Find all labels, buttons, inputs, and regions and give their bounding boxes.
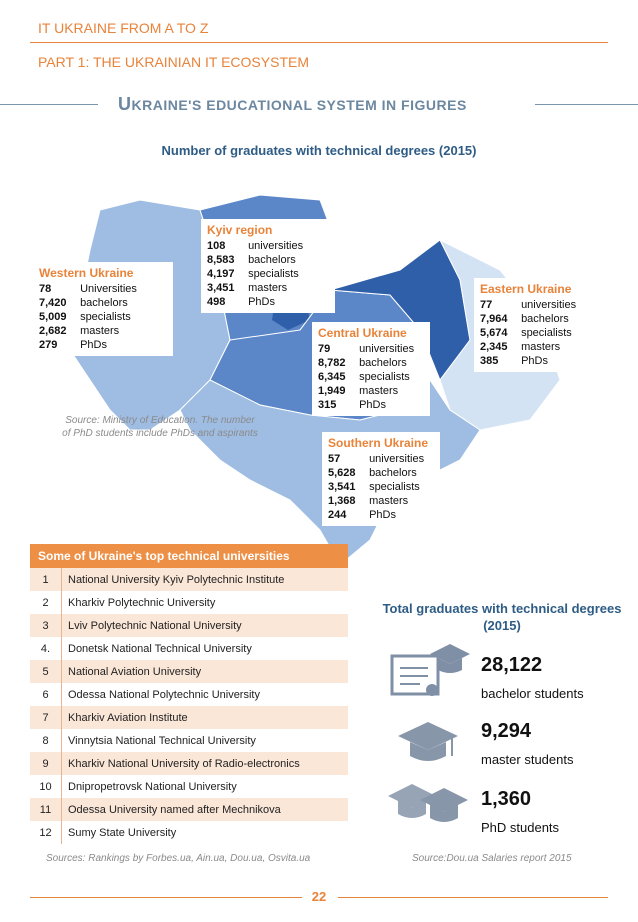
graduation-cap-icon [396,720,460,768]
table-row: 4. Donetsk National Technical University [30,637,348,660]
universities-rows [30,568,348,844]
region-card-western: Western Ukraine 78 Universities 7,420 bachelors 5,009 specialists 2,682 masters 279 PhDs [33,262,173,356]
map-source-note: Source: Ministry of Education. The number of PhD students include PhDs and aspirants [62,415,258,439]
table-row: 3 Lviv Polytechnic National University [30,614,348,637]
table-row: 1 National University Kyiv Polytechnic Institute [30,568,348,591]
doc-header-part: PART 1: THE UKRAINIAN IT ECOSYSTEM [38,54,309,70]
region-card-eastern: Eastern Ukraine 77 universities 7,964 bachelors 5,674 specialists 2,345 masters 385 PhDs [474,278,592,372]
title-rule-left [0,104,98,105]
page-number: 22 [311,889,327,904]
table-row: 10 Dnipropetrovsk National University [30,775,348,798]
total-bachelor-label: bachelor students [481,686,584,701]
totals-source: Source:Dou.ua Salaries report 2015 [412,853,572,864]
region-card-southern: Southern Ukraine 57 universities 5,628 bachelors 3,541 specialists 1,368 masters 244 PhDs [322,432,440,526]
double-graduation-cap-icon [388,780,468,836]
totals-title: Total graduates with technical degrees (2015) [382,601,622,633]
total-master-label: master students [481,752,574,767]
universities-source: Sources: Rankings by Forbes.ua, Ain.ua, Dou.ua, Osvita.ua [46,853,311,864]
total-phd-label: PhD students [481,820,560,835]
footer-rule-right [338,897,608,898]
table-row: 9 Kharkiv National University of Radio-electronics [30,752,348,775]
table-row: 6 Odessa National Polytechnic University [30,683,348,706]
header-divider [30,42,608,43]
map-subtitle: Number of graduates with technical degrees (2015) [161,143,477,158]
region-card-central: Central Ukraine 79 universities 8,782 bachelors 6,345 specialists 1,949 masters 315 PhDs [312,322,430,416]
table-row: 11 Odessa University named after Mechnikova [30,798,348,821]
section-title: UKRAINE'S EDUCATIONAL SYSTEM IN FIGURES [118,94,467,114]
universities-table-heading: Some of Ukraine's top technical universities [30,544,348,568]
table-row: 5 National Aviation University [30,660,348,683]
title-rule-right [535,104,638,105]
table-row: 2 Kharkiv Polytechnic University [30,591,348,614]
doc-header-title: IT UKRAINE FROM A TO Z [38,20,209,36]
region-card-kyiv: Kyiv region 108 universities 8,583 bachelors 4,197 specialists 3,451 masters 498 PhDs [201,219,335,313]
table-row: 7 Kharkiv Aviation Institute [30,706,348,729]
total-master-value: 9,294 [481,720,532,742]
total-bachelor-value: 28,122 [481,654,543,676]
table-row: 8 Vinnytsia National Technical University [30,729,348,752]
table-row: 12 Sumy State University [30,821,348,844]
diploma-cap-icon [390,644,470,706]
universities-table [30,544,348,844]
total-phd-value: 1,360 [481,788,532,810]
